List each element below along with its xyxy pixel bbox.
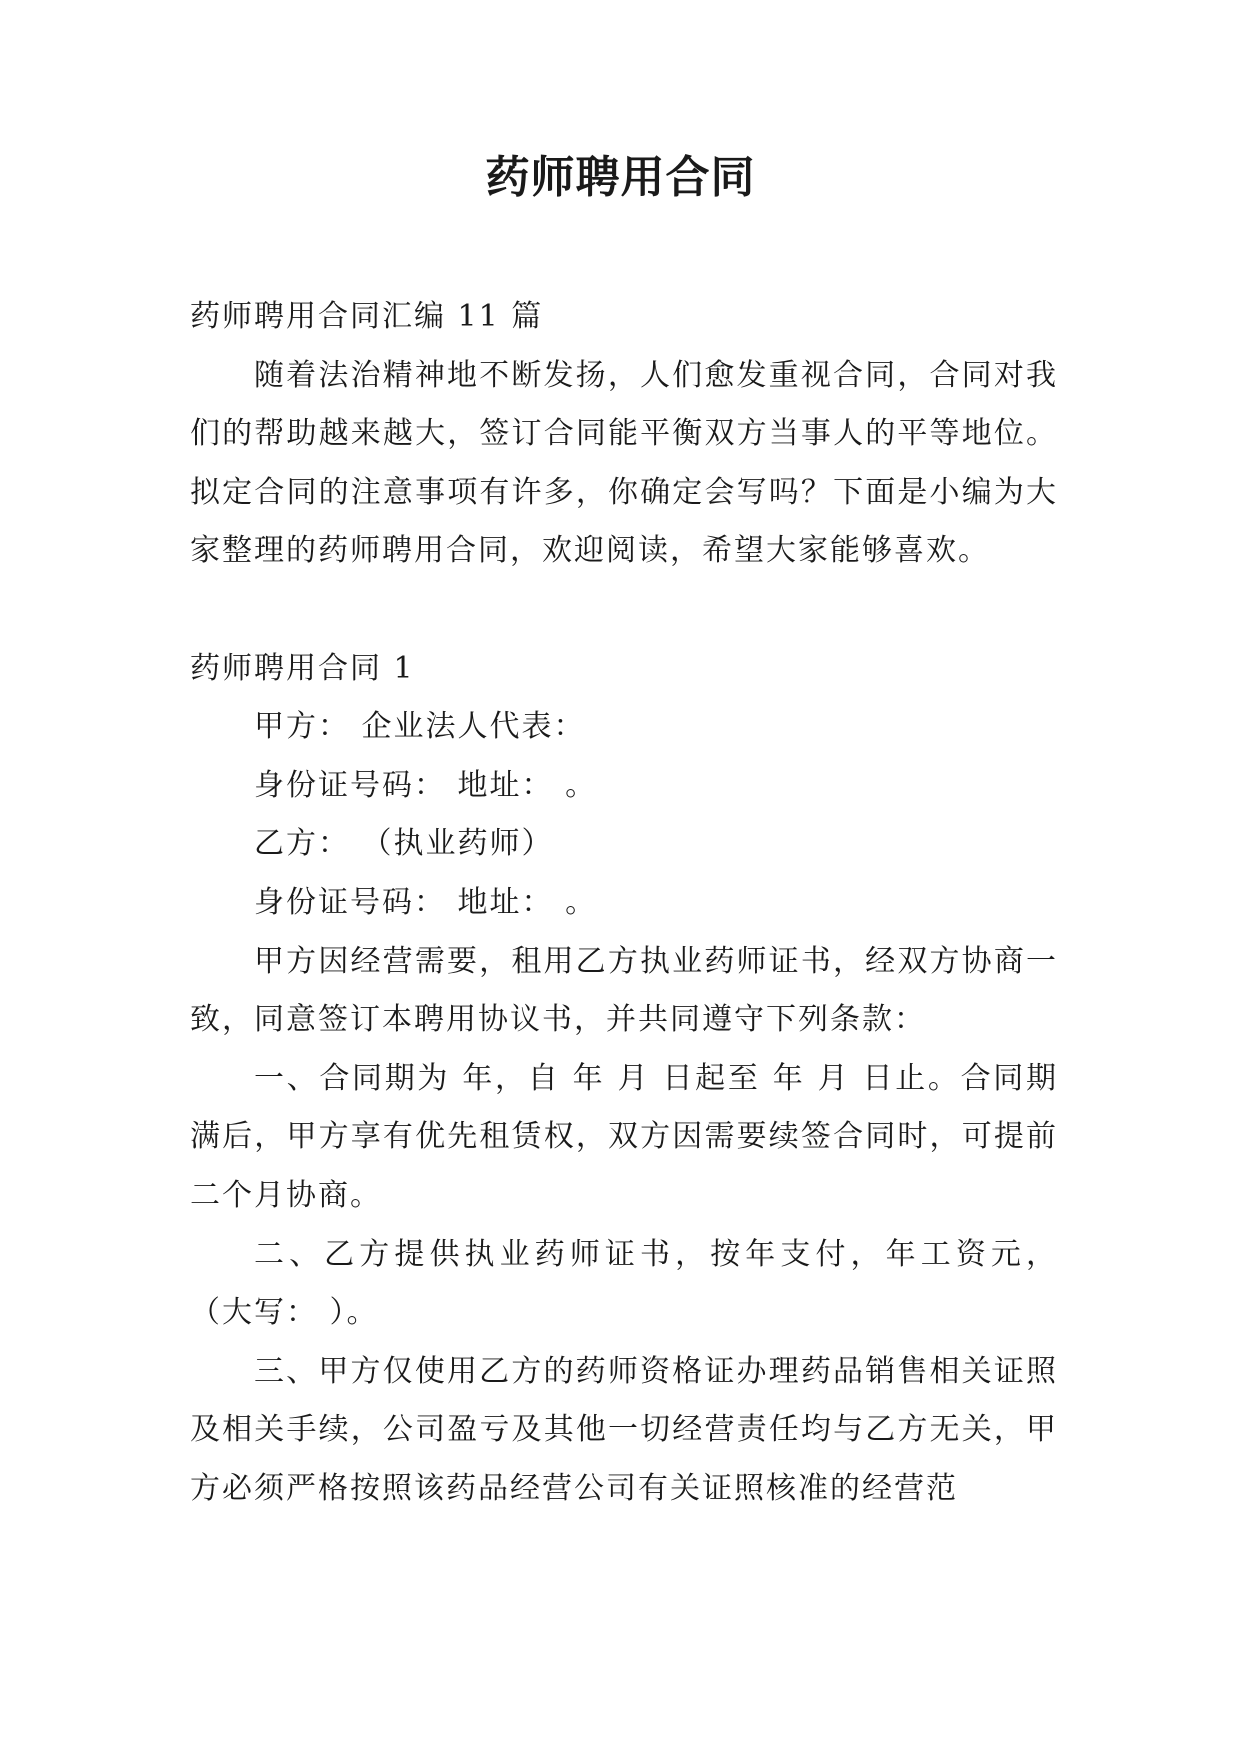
party-a-id-line: 身份证号码： 地址： 。 (254, 767, 598, 803)
document-body (190, 288, 1058, 1518)
intro-paragraph: 随着法治精神地不断发扬，人们愈发重视合同，合同对我们的帮助越来越大，签订合同能平衡双方当事人的平等地位。拟定合同的注意事项有许多，你确定会写吗？下面是小编为大家整理的药师聘用合同，欢迎阅读，希望大家能够喜欢。 (190, 357, 1058, 569)
clause-1: 一、合同期为 年，自 年 月 日起至 年 月 日止。合同期满后，甲方享有优先租赁权，双方因需要续签合同时，可提前二个月协商。 (190, 1060, 1058, 1213)
clause-2: 二、乙方提供执业药师证书，按年支付，年工资元， （大写： ）。 (190, 1236, 1058, 1331)
collection-heading: 药师聘用合同汇编 11 篇 (190, 299, 544, 334)
party-b-line: 乙方： （执业药师） (254, 826, 554, 862)
party-b-id-line: 身份证号码： 地址： 。 (254, 884, 598, 920)
section-gap (190, 581, 1058, 640)
document-title: 药师聘用合同 (485, 152, 756, 203)
party-a-line: 甲方： 企业法人代表： (254, 709, 586, 745)
contract-1-heading: 药师聘用合同 1 (190, 650, 415, 686)
preamble-paragraph: 甲方因经营需要，租用乙方执业药师证书，经双方协商一致，同意签订本聘用协议书，并共同遵守下列条款： (190, 943, 1058, 1038)
clause-3: 三、甲方仅使用乙方的药师资格证办理药品销售相关证照及相关手续，公司盈亏及其他一切经营责任均与乙方无关，甲方必须严格按照该药品经营公司有关证照核准的经营范 (190, 1353, 1058, 1506)
